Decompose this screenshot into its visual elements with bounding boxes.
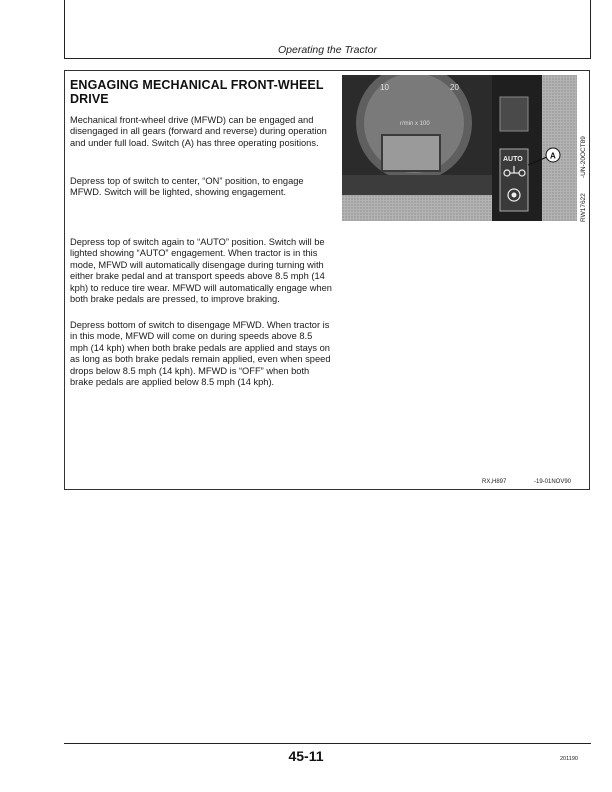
- paragraph-on-position: Depress top of switch to center, “ON” position, to engage MFWD. Switch will be lighted, showing engagement.: [70, 176, 304, 198]
- paragraph-intro: Mechanical front-wheel drive (MFWD) can be engaged and disengaged in all gears (forward and reverse) during operation and under full load. Switch (A) has three operating positions.: [70, 115, 327, 148]
- section-title: ENGAGING MECHANICAL FRONT-WHEEL DRIVE: [70, 78, 324, 106]
- header-rule: [64, 58, 591, 59]
- footer-rule: [64, 743, 591, 744]
- running-header: Operating the Tractor: [277, 44, 378, 56]
- page-number: 45-11: [288, 748, 324, 764]
- paragraph-auto-position: Depress top of switch again to “AUTO” position. Switch will be lighted showing “AUTO” engagement. When tractor is in this mode, MFWD will automatically disengage during turning with either brake pedal and at transport speeds above 8.5 mph (14 kph) to reduce tire wear. MFWD will automatically engage when both brake pedals are pressed, to improve braking.: [70, 237, 332, 305]
- page-code: 201190: [560, 756, 578, 762]
- paragraph-off-position: Depress bottom of switch to disengage MFWD. When tractor is in this mode, MFWD will come on during speeds above 8.5 mph (14 kph) when both brake pedals are applied and stays on as long as both brake pedals remain applied, even when speed drops below 8.5 mph (14 kph). MFWD is “OFF” when both brake pedals are applied below 8.5 mph (14 kph).: [70, 320, 331, 388]
- upper-switch: [500, 97, 528, 131]
- figure-code-date: -UN-20OCT89: [580, 136, 587, 178]
- panel-lower-band: [342, 175, 492, 195]
- display-window: [382, 135, 440, 171]
- figure-code-number: RW17622: [580, 193, 587, 222]
- callout-a-label: A: [550, 151, 556, 161]
- gauge-unit-label: r/min x 100: [400, 121, 430, 127]
- gauge-label-10: 10: [380, 83, 389, 92]
- dashboard-photo: [342, 75, 577, 221]
- switch-auto-label: AUTO: [503, 156, 523, 163]
- gauge-label-20: 20: [450, 83, 459, 92]
- document-date-id: -19-01NOV90: [534, 479, 572, 485]
- dashboard-illustration: [342, 75, 577, 221]
- document-id: RX,H897: [482, 479, 507, 485]
